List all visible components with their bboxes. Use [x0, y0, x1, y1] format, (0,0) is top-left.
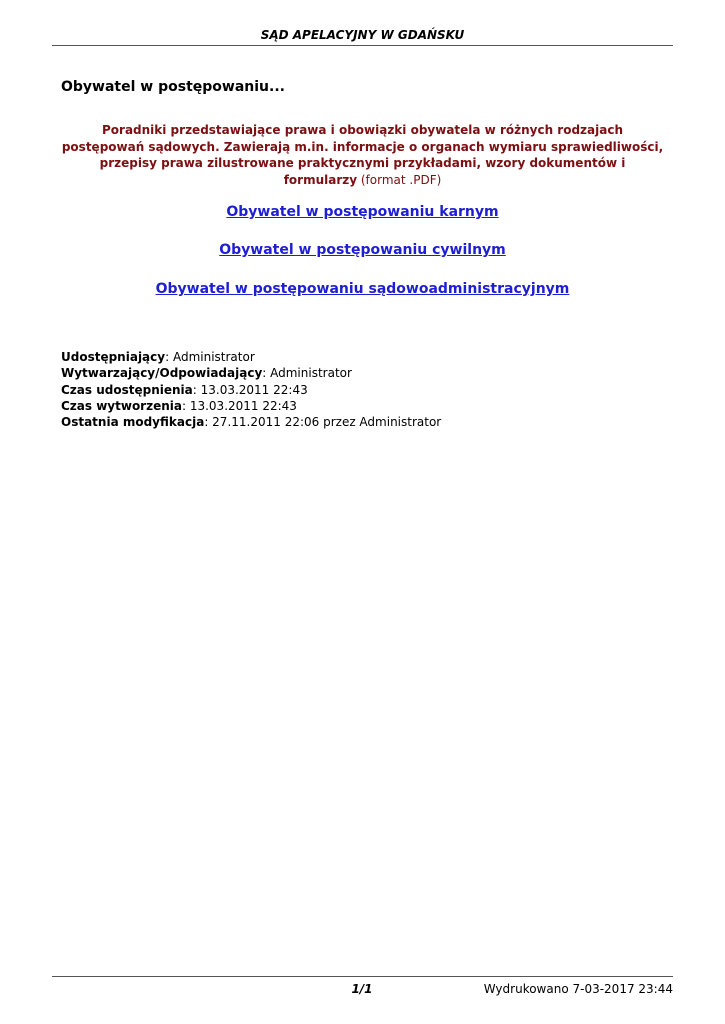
meta-last-modified-value: : 27.11.2011 22:06 przez Administrator — [204, 415, 442, 430]
printed-timestamp: Wydrukowano 7-03-2017 23:44 — [483, 982, 673, 996]
link-row-administrative — [61, 280, 664, 298]
header-divider — [52, 45, 673, 46]
meta-created-time-label: Czas wytworzenia — [61, 398, 182, 413]
meta-created-time — [61, 398, 441, 414]
meta-produced-by — [61, 365, 441, 381]
meta-shared-by — [61, 349, 441, 365]
page-header-court-name: SĄD APELACYJNY W GDAŃSKU — [260, 28, 465, 42]
link-criminal-proceedings[interactable]: Obywatel w postępowaniu karnym — [226, 204, 499, 220]
meta-last-modified — [61, 414, 441, 430]
link-civil-proceedings[interactable]: Obywatel w postępowaniu cywilnym — [219, 242, 506, 258]
link-administrative-court-proceedings[interactable]: Obywatel w postępowaniu sądowoadministracyjnym — [155, 281, 570, 297]
page-number: 1/1 — [351, 982, 373, 996]
meta-shared-by-label: Udostępniający — [61, 350, 166, 364]
footer-divider — [52, 976, 673, 977]
meta-shared-by-value: : Administrator — [165, 350, 255, 364]
meta-produced-by-value: : Administrator — [262, 366, 352, 381]
meta-shared-time-value: : 13.03.2011 22:43 — [192, 382, 308, 397]
link-row-civil — [61, 241, 664, 259]
meta-shared-time-label: Czas udostępnienia — [61, 382, 193, 397]
link-row-criminal — [61, 203, 664, 221]
meta-last-modified-label: Ostatnia modyfikacja — [61, 415, 205, 430]
article-title: Obywatel w postępowaniu... — [61, 79, 285, 95]
meta-produced-by-label: Wytwarzający/Odpowiadający — [61, 366, 263, 381]
intro-format-note: (format .PDF) — [357, 172, 442, 187]
meta-shared-time — [61, 382, 441, 398]
document-metadata — [61, 349, 441, 430]
meta-created-time-value: : 13.03.2011 22:43 — [181, 398, 297, 413]
intro-text: Poradniki przedstawiające prawa i obowiązki obywatela w różnych rodzajach postępowań sądowych. Zawierają m.in. informacje o organach wymiaru sprawiedliwości, przepisy prawa zilustrowane praktycznymi przykładami, wzory dokumentów i formularzy — [61, 123, 664, 187]
article-intro — [61, 122, 664, 188]
